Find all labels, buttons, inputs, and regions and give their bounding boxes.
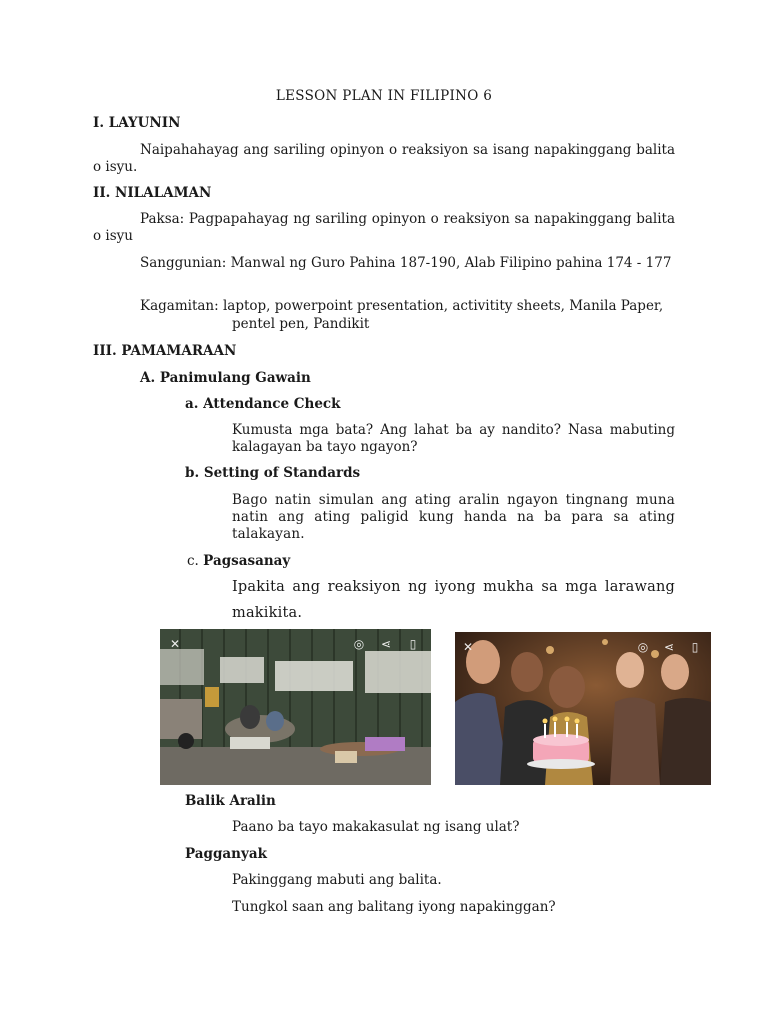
subheading-standards: b. Setting of Standards	[185, 465, 361, 481]
bookmark-icon[interactable]: ▯	[409, 637, 417, 651]
close-icon[interactable]: ✕	[462, 640, 474, 654]
birthday-party-graphic	[455, 632, 711, 785]
lens-icon[interactable]: ◎	[637, 640, 649, 654]
subheading-attendance: a. Attendance Check	[185, 396, 341, 412]
street-scene-graphic	[160, 629, 431, 785]
kagamitan-text: Kagamitan: laptop, powerpoint presentation, activitity sheets, Manila Paper,	[140, 298, 664, 314]
pagsasanay-prefix: c.	[187, 553, 199, 569]
pagsasanay-heading: Pagsasanay	[203, 553, 291, 569]
paksa-text: Paksa: Pagpapahayag ng sariling opinyon o reaksiyon sa napakinggang balita o isyu	[93, 211, 675, 244]
standards-text: Bago natin simulan ang ating aralin ngayon tingnang muna natin ang ating paligid kung handa na ba para sa ating talakayan.	[232, 492, 675, 542]
street-scene-image	[160, 629, 431, 785]
birthday-party-image	[455, 632, 711, 785]
section-heading-layunin: I. LAYUNIN	[93, 115, 181, 131]
section-heading-nilalaman: II. NILALAMAN	[93, 185, 212, 201]
bookmark-icon[interactable]: ▯	[691, 640, 699, 654]
pagganyak-text-2: Tungkol saan ang balitang iyong napakinggan?	[232, 899, 556, 915]
pagsasanay-text: Ipakita ang reaksiyon ng iyong mukha sa mga larawang makikita.	[232, 579, 675, 621]
kagamitan-text-cont: pentel pen, Pandikit	[232, 316, 370, 332]
close-icon[interactable]: ✕	[169, 637, 181, 651]
attendance-text: Kumusta mga bata? Ang lahat ba ay nandito? Nasa mabuting kalagayan ba tayo ngayon?	[232, 422, 675, 455]
lens-icon[interactable]: ◎	[353, 637, 365, 651]
subheading-panimula: A. Panimulang Gawain	[140, 370, 311, 386]
balik-aralin-text: Paano ba tayo makakasulat ng isang ulat?	[232, 819, 520, 835]
subheading-pagganyak: Pagganyak	[185, 846, 267, 862]
subheading-balik-aralin: Balik Aralin	[185, 793, 276, 809]
subheading-pagsasanay	[187, 553, 290, 570]
share-icon[interactable]: ⋖	[663, 640, 675, 654]
layunin-text: Naipahahayag ang sariling opinyon o reaksiyon sa isang napakinggang balita o isyu.	[93, 142, 675, 175]
page-title: LESSON PLAN IN FILIPINO 6	[275, 88, 493, 104]
sanggunian-text: Sanggunian: Manwal ng Guro Pahina 187-190, Alab Filipino pahina 174 - 177	[140, 255, 672, 271]
section-heading-pamamaraan: III. PAMAMARAAN	[93, 343, 237, 359]
share-icon[interactable]: ⋖	[380, 637, 392, 651]
pagganyak-text-1: Pakinggang mabuti ang balita.	[232, 872, 442, 888]
